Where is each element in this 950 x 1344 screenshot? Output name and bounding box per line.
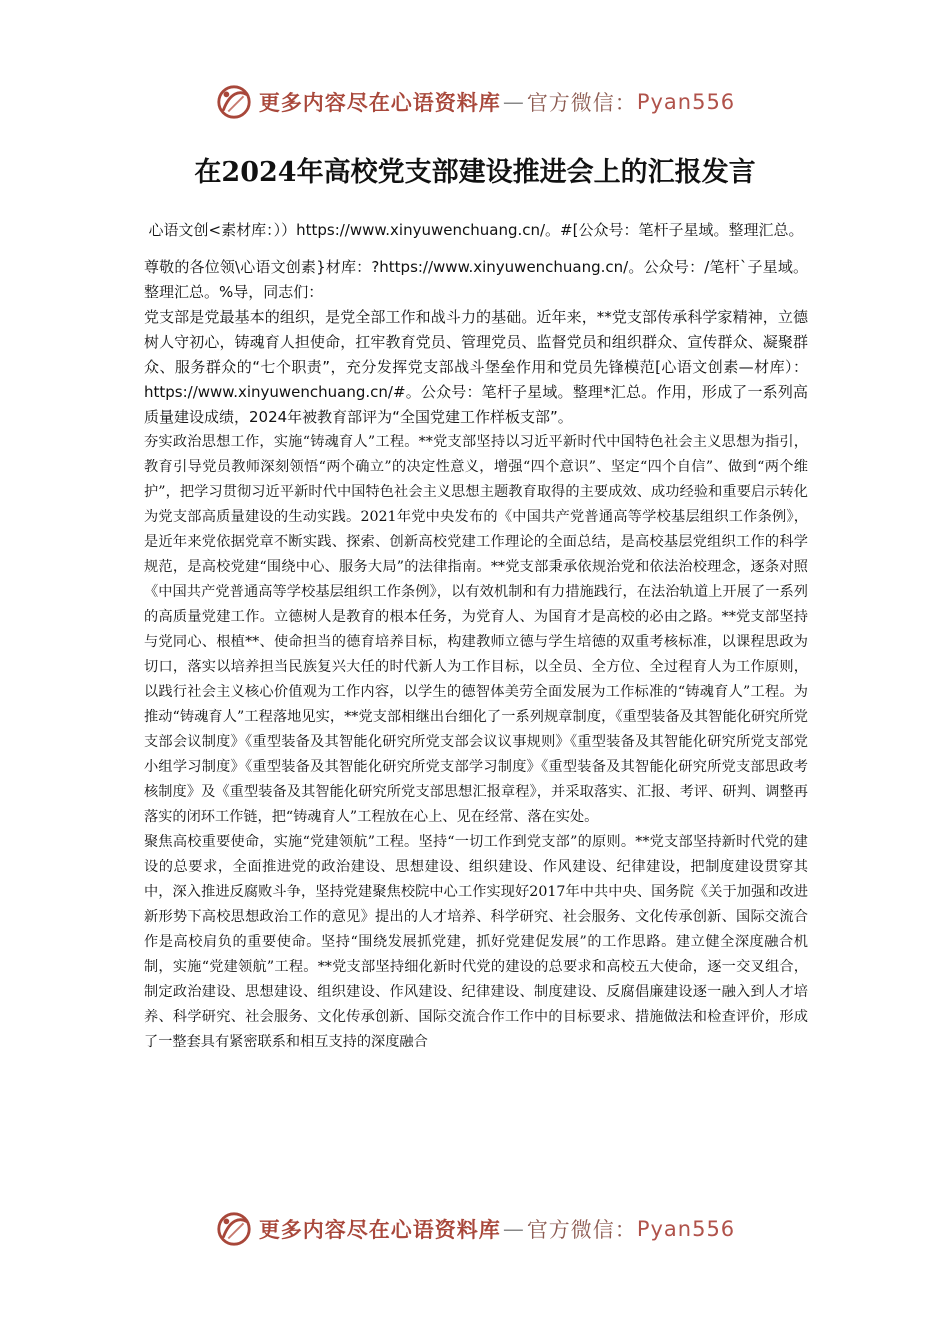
brand-logo-icon: [215, 1210, 253, 1248]
banner-dash: —: [502, 1217, 525, 1241]
salutation: 尊敬的各位领\心语文创素}材库：?https://www.xinyuwenchuang.cn/。公众号：/笔杆`子星域。整理汇总。%导，同志们：: [144, 258, 808, 301]
banner-brand-text: 更多内容尽在心语资料库: [258, 1218, 501, 1242]
banner-dash: —: [502, 90, 525, 114]
document-title: 在2024年高校党支部建设推进会上的汇报发言: [194, 157, 756, 188]
banner-wechat-id: Pyan556: [636, 90, 736, 114]
intro-line: 心语文创<素材库：））https://www.xinyuwenchuang.cn/。#[公众号：笔杆子星域。整理汇总。: [148, 221, 804, 239]
lead-paragraph: 党支部是党最基本的组织，是党全部工作和战斗力的基础。近年来，**党支部传承科学家精神，立德树人守初心，铸魂育人担使命，扛牢教育党员、管理党员、监督党员和组织群众、宣传群众、凝聚群众、服务群众的“七个职责”，充分发挥党支部战斗堡垒作用和党员先锋模范[心语文创素—材库）：https://www.xinyuwenchuang.cn/#。公众号：笔杆子星域。整理*汇总。作用，形成了一系列高质量建设成绩，2024年被教育部评为“全国党建工作样板支部”。: [144, 308, 808, 426]
footer-banner: [0, 1207, 950, 1251]
document-body: [144, 218, 808, 1174]
banner-wechat-label: 官方微信：: [526, 1218, 637, 1242]
body-paragraphs: [144, 430, 808, 1174]
banner-brand-text: 更多内容尽在心语资料库: [258, 91, 501, 115]
paragraph-1: 夯实政治思想工作，实施“铸魂育人”工程。**党支部坚持以习近平新时代中国特色社会主义思想为指引，教育引导党员教师深刻领悟“两个确立”的决定性意义，增强“四个意识”、坚定“四个自信”、做到“两个维护”，把学习贯彻习近平新时代中国特色社会主义思想主题教育取得的主要成效、成功经验和重要启示转化为党支部高质量建设的生动实践。2021年党中央发布的《中国共产党普通高等学校基层组织工作条例》，是近年来党依据党章不断实践、探索、创新高校党建工作理论的全面总结，是高校基层党组织工作的科学规范，是高校党建“围绕中心、服务大局”的法律指南。**党支部秉承依规治党和依法治校理念，逐条对照《中国共产党普通高等学校基层组织工作条例》，以有效机制和有力措施践行，在法治轨道上开展了一系列的高质量党建工作。立德树人是教育的根本任务，为党育人、为国育才是高校的必由之路。**党支部坚持与党同心、根植**、使命担当的德育培养目标，构建教师立德与学生培德的双重考核标准，以课程思政为切口，落实以培养担当民族复兴大任的时代新人为工作目标，以全员、全方位、全过程育人为工作原则，以践行社会主义核心价值观为工作内容，以学生的德智体美劳全面发展为工作标准的“铸魂育人”工程。为推动“铸魂育人”工程落地见实，**党支部相继出台细化了一系列规章制度，《重型装备及其智能化研究所党支部会议制度》《重型装备及其智能化研究所党支部会议议事规则》《重型装备及其智能化研究所党支部党小组学习制度》《重型装备及其智能化研究所党支部学习制度》《重型装备及其智能化研究所党支部思政考核制度》及《重型装备及其智能化研究所党支部思想汇报章程》，并采取落实、汇报、考评、研判、调整再落实的闭环工作链，把“铸魂育人”工程放在心上、见在经常、落在实处。: [144, 434, 808, 825]
header-banner: [0, 80, 950, 124]
banner-wechat-label: 官方微信：: [526, 91, 637, 115]
brand-logo-icon: [215, 83, 253, 121]
paragraph-2: 聚焦高校重要使命，实施“党建领航”工程。坚持“一切工作到党支部”的原则。**党支部坚持新时代党的建设的总要求，全面推进党的政治建设、思想建设、组织建设、作风建设、纪律建设，把制度建设贯穿其中，深入推进反腐败斗争，坚持党建聚焦校院中心工作实现好2017年中共中央、国务院《关于加强和改进新形势下高校思想政治工作的意见》提出的人才培养、科学研究、社会服务、文化传承创新、国际交流合作是高校肩负的重要使命。坚持“围绕发展抓党建，抓好党建促发展”的工作思路。建立健全深度融合机制，实施“党建领航”工程。**党支部坚持细化新时代党的建设的总要求和高校五大使命，逐一交叉组合，制定政治建设、思想建设、组织建设、作风建设、纪律建设、制度建设、反腐倡廉建设逐一融入到人才培养、科学研究、社会服务、文化传承创新、国际交流合作工作中的目标要求、措施做法和检查评价，形成了一整套具有紧密联系和相互支持的深度融合: [144, 834, 808, 1050]
banner-wechat-id: Pyan556: [636, 1217, 736, 1241]
